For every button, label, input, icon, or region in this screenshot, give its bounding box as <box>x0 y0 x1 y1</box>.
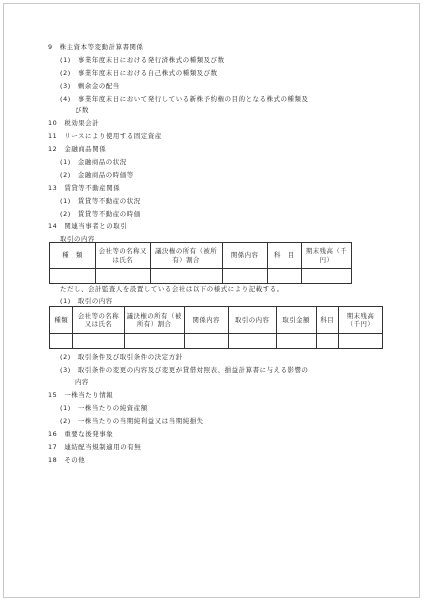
table-cell <box>124 334 184 349</box>
table-header-cell: 関係内容 <box>184 307 228 334</box>
table-row <box>50 269 352 284</box>
note-item-2: (2) 取引条件及び取引条件の決定方針 <box>60 353 183 361</box>
table-cell <box>316 334 338 349</box>
table-header-cell: 会社等の名称又は氏名 <box>96 243 151 269</box>
section-9-heading: 9 株主資本等変動計算書関係 <box>48 43 144 51</box>
table-header-row <box>50 307 383 334</box>
item-12-2: (2) 金融商品の時価等 <box>60 171 134 179</box>
table-header-cell: 科目 <box>316 307 338 334</box>
table-cell <box>73 334 124 349</box>
table-header-cell: 期末残高（千円） <box>339 307 383 334</box>
section-13-heading: 13 賃貸等不動産関係 <box>48 184 121 192</box>
table-row <box>50 334 383 349</box>
section-14-heading: 14 関連当事者との取引 <box>48 222 128 230</box>
section-12-heading: 12 金融商品関係 <box>48 145 107 153</box>
item-15-2: (2) 一株当たりの当期純利益又は当期純損失 <box>60 417 204 425</box>
section-11-heading: 11 リースにより使用する固定資産 <box>48 132 162 140</box>
related-party-table <box>49 242 352 284</box>
section-10-heading: 10 税効果会計 <box>48 119 100 127</box>
table-cell <box>222 269 267 284</box>
item-13-1: (1) 賃貸等不動産の状況 <box>60 197 141 205</box>
table-cell <box>184 334 228 349</box>
table-header-cell: 取引の内容 <box>228 307 276 334</box>
table-header-cell: 種 類 <box>50 243 96 269</box>
table-cell <box>96 269 151 284</box>
table-header-cell: 議決権の所有（被所有）割合 <box>124 307 184 334</box>
table-cell <box>50 269 96 284</box>
section-18-heading: 18 その他 <box>48 456 86 464</box>
item-9-2: (2) 事業年度末日における自己株式の種類及び数 <box>60 69 218 77</box>
section-17-heading: 17 連結配当規制適用の有無 <box>48 443 142 451</box>
note-item-3-line2: 内容 <box>75 378 89 386</box>
table-header-row <box>50 243 352 269</box>
item-9-3: (3) 剰余金の配当 <box>60 82 120 90</box>
auditor-related-party-table <box>49 306 383 349</box>
item-9-4-line2: び数 <box>75 106 89 114</box>
table-header-cell: 取引金額 <box>276 307 316 334</box>
item-12-1: (1) 金融商品の状況 <box>60 158 127 166</box>
table-cell <box>228 334 276 349</box>
section-16-heading: 16 重要な後発事象 <box>48 430 114 438</box>
item-9-1: (1) 事業年度末日における発行済株式の種類及び数 <box>60 56 225 64</box>
table-header-cell: 会社等の名称又は氏名 <box>73 307 124 334</box>
item-15-1: (1) 一株当たりの純資産額 <box>60 404 148 412</box>
table-cell <box>50 334 73 349</box>
table-header-cell: 種類 <box>50 307 73 334</box>
auditor-note: ただし、会計監査人を設置している会社は以下の様式により記載する。 <box>60 285 284 293</box>
table-cell <box>339 334 383 349</box>
table-header-cell: 科 目 <box>267 243 301 269</box>
table-cell <box>302 269 352 284</box>
table-header-cell: 議決権の所有（被所有）割合 <box>150 243 222 269</box>
note-item-1: (1) 取引の内容 <box>60 297 113 305</box>
item-9-4-line1: (4) 事業年度末日において発行している新株予約権の目的となる株式の種類及 <box>60 95 309 103</box>
table-header-cell: 関係内容 <box>222 243 267 269</box>
table-cell <box>276 334 316 349</box>
table-cell <box>150 269 222 284</box>
table1-caption: 取引の内容 <box>60 235 95 243</box>
item-13-2: (2) 賃貸等不動産の時価 <box>60 210 141 218</box>
section-15-heading: 15 一株当たり情報 <box>48 391 114 399</box>
table-header-cell: 期末残高（千円） <box>302 243 352 269</box>
note-item-3-line1: (3) 取引条件の変更の内容及び変更が貸借対照表、損益計算書に与える影響の <box>60 366 309 374</box>
table-cell <box>267 269 301 284</box>
